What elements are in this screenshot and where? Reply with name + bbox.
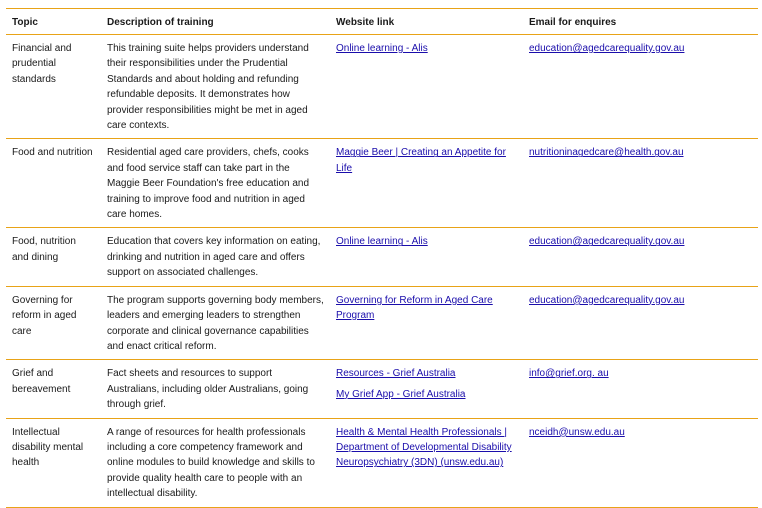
table-row (6, 286, 758, 360)
header-description: Description of training (101, 9, 330, 35)
table-row (6, 35, 758, 139)
header-website: Website link (330, 9, 523, 35)
email-link[interactable]: nceidh@unsw.edu.au (529, 426, 625, 438)
description-cell: Fact sheets and resources to support Australians, including older Australians, going through grief. (101, 360, 330, 418)
table-row (6, 139, 758, 228)
website-cell (330, 139, 523, 228)
training-table (6, 8, 758, 508)
website-link[interactable]: Resources - Grief Australia (336, 368, 456, 380)
email-cell (523, 286, 758, 360)
description-cell: Residential aged care providers, chefs, cooks and food service staff can take part in the Maggie Beer Foundation's free education and training to improve food and nutrition in aged care homes. (101, 139, 330, 228)
website-link[interactable]: Online learning - Alis (336, 236, 428, 248)
table-row (6, 360, 758, 418)
header-topic: Topic (6, 9, 101, 35)
topic-cell: Governing for reform in aged care (6, 286, 101, 360)
email-link[interactable]: education@agedcarequality.gov.au (529, 43, 685, 54)
email-cell (523, 139, 758, 228)
table-header-row (6, 9, 758, 35)
website-cell (330, 418, 523, 507)
description-cell: A range of resources for health professionals including a core competency framework and online modules to build knowledge and skills to provide quality health care to people with an intellectual disability. (101, 418, 330, 507)
topic-cell: Intellectual disability mental health (6, 418, 101, 507)
email-cell (523, 228, 758, 286)
email-link[interactable]: education@agedcarequality.gov.au (529, 294, 685, 306)
email-cell (523, 418, 758, 507)
table-row (6, 418, 758, 507)
email-link[interactable]: info@grief.org. au (529, 368, 609, 380)
email-cell (523, 35, 758, 139)
description-cell: This training suite helps providers understand their responsibilities under the Prudential Standards and about holding and refunding refundable deposits. It demonstrates how provider responsibilities might be met in aged care contexts. (101, 35, 330, 139)
table-row (6, 228, 758, 286)
website-link[interactable]: Online learning - Alis (336, 43, 428, 54)
description-cell: The program supports governing body members, leaders and emerging leaders to strengthen corporate and clinical governance capabilities and enact critical reform. (101, 286, 330, 360)
website-link[interactable]: My Grief App - Grief Australia (336, 388, 466, 400)
website-link[interactable]: Governing for Reform in Aged Care Program (336, 294, 493, 322)
email-link[interactable]: nutritioninagedcare@health.gov.au (529, 147, 684, 159)
header-email: Email for enquires (523, 9, 758, 35)
topic-cell: Food, nutrition and dining (6, 228, 101, 286)
website-cell (330, 360, 523, 418)
topic-cell: Food and nutrition (6, 139, 101, 228)
topic-cell: Grief and bereavement (6, 360, 101, 418)
description-cell: Education that covers key information on eating, drinking and nutrition in aged care and offers support on associated challenges. (101, 228, 330, 286)
website-link[interactable]: Maggie Beer | Creating an Appetite for Life (336, 147, 506, 174)
email-cell (523, 360, 758, 418)
topic-cell: Financial and prudential standards (6, 35, 101, 139)
email-link[interactable]: education@agedcarequality.gov.au (529, 236, 685, 248)
website-cell (330, 286, 523, 360)
website-link[interactable]: Health & Mental Health Professionals | Department of Developmental Disability Neuropsychiatry (3DN) (unsw.edu.au) (336, 426, 512, 469)
website-cell (330, 228, 523, 286)
website-cell (330, 35, 523, 139)
